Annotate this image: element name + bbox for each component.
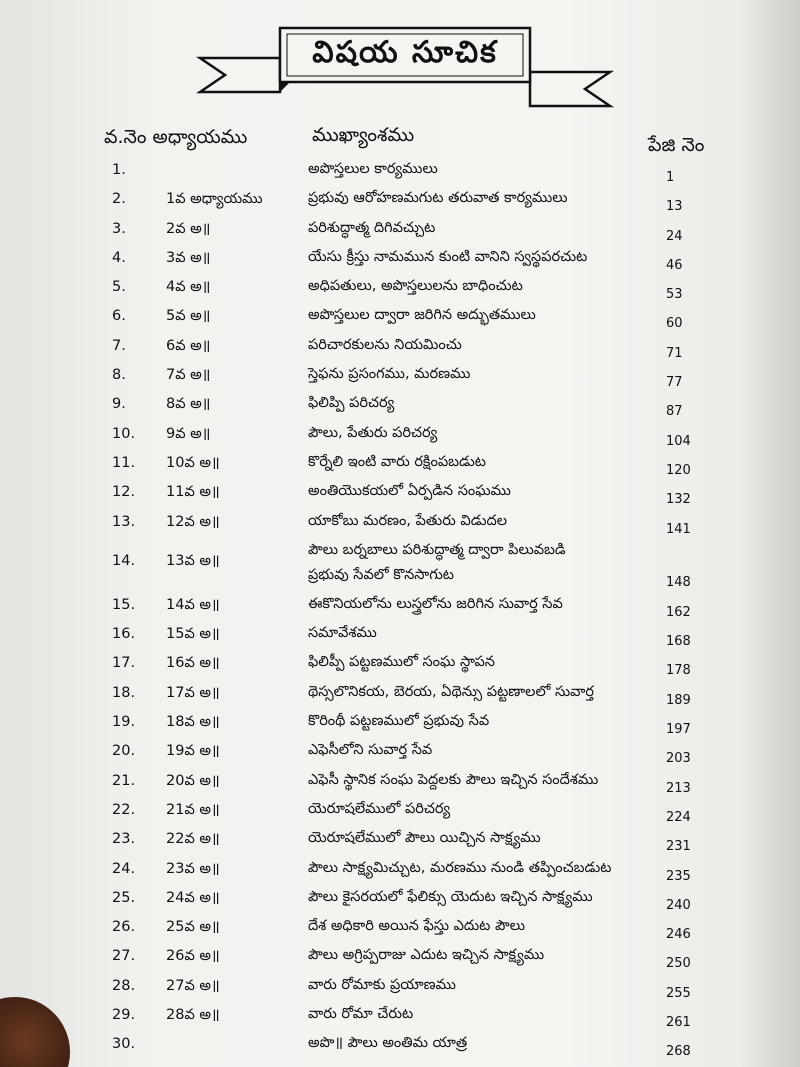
row-chapter: 16వ అ॥ [166,655,220,672]
row-chapter: 14వ అ॥ [166,596,220,613]
row-chapter: 2వ అ॥ [166,220,211,237]
row-title: పౌలు కైసరయలో ఫేలిక్సు యెదుట ఇచ్చిన సాక్ష్యము [308,888,593,905]
row-page-number: 120 [666,462,691,478]
contents-row [0,974,800,1003]
row-title: కొర్నేలి ఇంటి వారు రక్షింపబడుట [308,453,486,470]
row-number: 21. [112,772,136,789]
row-page-number: 77 [666,375,683,391]
row-page-number: 24 [666,228,683,244]
row-title: అపొస్తలుల కార్యములు [308,161,438,177]
row-page-number: 13 [666,199,683,215]
header-topic: ముఖ్యాంశము [312,124,415,146]
row-title: పౌలు అగ్రిప్పరాజు ఎదుట ఇచ్చిన సాక్ష్యము [308,947,545,964]
row-title: ఫిలిప్పీ పట్టణములో సంఘ స్థాపన [308,654,495,671]
row-number: 18. [112,684,136,701]
row-title: యెరూషలేములో పరిచర్య [308,800,451,817]
row-title: ప్రభువు ఆరోహణమగుట తరువాత కార్యములు [308,190,568,207]
contents-row [0,1032,800,1061]
contents-row [0,798,800,827]
row-page-number: 261 [666,1015,691,1031]
contents-row [0,827,800,856]
row-page-number: 132 [666,492,691,508]
row-title: ఈకొనియలోను లుస్త్రలోను జరిగిన సువార్త సేవ [308,595,563,612]
row-title: అపొస్తలుల ద్వారా జరిగిన అద్భుతములు [308,307,536,324]
contents-row [0,944,800,973]
row-title: పౌలు సాక్ష్యమిచ్చుట, మరణము నుండి తప్పించబడుట [308,859,612,876]
row-title: సమావేశము [308,625,377,642]
row-chapter: 8వ అ॥ [166,396,211,413]
row-chapter: 12వ అ॥ [166,513,220,530]
row-chapter: 1వ అధ్యాయము [166,191,263,208]
row-page-number: 60 [666,316,683,332]
row-number: 14. [112,552,136,569]
table-header [0,118,800,158]
row-page-number: 87 [666,404,683,420]
row-number: 3. [112,220,126,237]
row-number: 17. [112,655,136,672]
row-number: 28. [112,977,136,994]
row-number: 8. [112,367,126,384]
row-page-number: 213 [666,780,691,796]
contents-row [0,739,800,768]
contents-row [0,187,800,216]
row-page-number: 246 [666,927,691,943]
row-title: దేశ అధికారి అయిన ఫేస్తు ఎదుట పౌలు [308,918,526,935]
row-number: 27. [112,948,136,965]
row-chapter: 11వ అ॥ [166,484,220,501]
row-number: 15. [112,596,136,613]
row-page-number: 224 [666,809,691,825]
contents-row [0,392,800,421]
row-title: పరిచారకులను నియమించు [308,336,462,353]
title-banner [195,22,615,114]
row-title: పరిశుద్ధాత్మ దిగివచ్చుట [308,219,436,236]
contents-row [0,651,800,680]
row-number: 10. [112,425,136,442]
row-title: అంతియొకయలో ఏర్పడిన సంఘము [308,483,511,500]
row-page-number: 250 [666,956,691,972]
contents-row [0,539,800,593]
contents-row [0,915,800,944]
row-page-number: 189 [666,692,691,708]
contents-row [0,246,800,275]
row-number: 24. [112,860,136,877]
row-title: యాకోబు మరణం, పేతురు విడుదల [308,512,507,529]
row-number: 1. [112,162,126,178]
row-chapter: 21వ అ॥ [166,801,220,818]
row-number: 20. [112,743,136,760]
row-title: యేసు క్రీస్తు నామమున కుంటి వానిని స్వస్థపరచుట [308,248,588,265]
row-chapter: 13వ అ॥ [166,552,220,569]
row-title: అధిపతులు, అపొస్తలులను బాధించుట [308,278,523,295]
row-chapter: 9వ అ॥ [166,425,211,442]
contents-row [0,304,800,333]
row-number: 12. [112,484,136,501]
contents-row [0,480,800,509]
row-page-number: 104 [666,433,691,449]
contents-row [0,622,800,651]
contents-row [0,334,800,363]
contents-row [0,275,800,304]
contents-row [0,217,800,246]
row-chapter: 22వ అ॥ [166,831,220,848]
row-chapter: 4వ అ॥ [166,279,211,296]
row-page-number: 141 [666,521,691,537]
row-page-number: 168 [666,634,691,650]
contents-row [0,422,800,451]
contents-row [0,681,800,710]
contents-row [0,886,800,915]
row-chapter: 15వ అ॥ [166,626,220,643]
contents-row [0,363,800,392]
header-page: పేజి నెం [648,134,705,156]
contents-row [0,769,800,798]
contents-row [0,710,800,739]
contents-row [0,451,800,480]
row-page-number: 197 [666,722,691,738]
row-chapter: 18వ అ॥ [166,714,220,731]
row-number: 29. [112,1007,136,1024]
row-number: 2. [112,191,126,208]
row-page-number: 178 [666,663,691,679]
row-page-number: 268 [666,1044,691,1060]
row-number: 7. [112,337,126,354]
row-number: 13. [112,513,136,530]
row-number: 9. [112,396,126,413]
row-number: 5. [112,279,126,296]
banner-title: విషయ సూచిక [312,35,498,70]
row-chapter: 26వ అ॥ [166,948,220,965]
row-title: అపొ॥ పౌలు అంతిమ యాత్ర [308,1035,468,1052]
row-chapter: 6వ అ॥ [166,337,211,354]
row-number: 6. [112,308,126,325]
contents-row [0,593,800,622]
header-number-chapter: వ.నెం అధ్యాయము [104,126,248,148]
row-chapter: 28వ అ॥ [166,1007,220,1024]
row-title: వారు రోమా చేరుట [308,1006,414,1023]
row-number: 19. [112,714,136,731]
row-title: పౌలు బర్నబాలు పరిశుద్ధాత్మ ద్వారా పిలువబడి [308,541,566,558]
row-page-number: 162 [666,604,691,620]
row-number: 11. [112,454,136,471]
row-page-number: 148 [666,574,691,590]
row-page-number: 203 [666,751,691,767]
row-page-number: 46 [666,257,683,273]
row-number: 23. [112,831,136,848]
row-page-number: 1 [666,170,675,185]
row-page-number: 240 [666,897,691,913]
row-chapter: 24వ అ॥ [166,889,220,906]
row-number: 22. [112,801,136,818]
contents-row [0,857,800,886]
row-chapter: 27వ అ॥ [166,977,220,994]
row-chapter: 20వ అ॥ [166,772,220,789]
row-title: వారు రోమాకు ప్రయాణము [308,976,456,993]
row-page-number: 235 [666,868,691,884]
row-chapter: 25వ అ॥ [166,919,220,936]
row-page-number: 53 [666,287,683,303]
row-title: థెస్సలొనికయ, బెరయ, ఏథెన్సు పట్టణాలలో సువార్త [308,683,594,700]
row-title: ఎఫెసీ స్థానిక సంఘ పెద్దలకు పౌలు ఇచ్చిన సందేశము [308,771,599,788]
row-title: కొరింథీ పట్టణములో ప్రభువు సేవ [308,713,490,730]
row-chapter: 10వ అ॥ [166,454,220,471]
row-page-number: 231 [666,839,691,855]
row-title: యెరూషలేములో పౌలు యిచ్చిన సాక్ష్యము [308,830,541,847]
row-number: 26. [112,919,136,936]
contents-row [0,510,800,539]
row-page-number: 255 [666,985,691,1001]
contents-row [0,1003,800,1032]
row-number: 25. [112,889,136,906]
contents-row [0,158,800,187]
row-chapter: 5వ అ॥ [166,308,211,325]
row-chapter: 19వ అ॥ [166,743,220,760]
row-chapter: 17వ అ॥ [166,684,220,701]
row-number: 30. [112,1036,136,1053]
row-number: 4. [112,249,126,266]
row-number: 16. [112,626,136,643]
row-chapter: 7వ అ॥ [166,367,211,384]
row-chapter: 3వ అ॥ [166,249,211,266]
row-title: ఫిలిప్పి పరిచర్య [308,395,395,412]
row-chapter: 23వ అ॥ [166,860,220,877]
row-page-number: 71 [666,345,683,361]
row-title: ఎఫెసీలోని సువార్త సేవ [308,742,433,759]
row-title: స్తెఫను ప్రసంగము, మరణము [308,366,471,383]
row-title: పౌలు, పేతురు పరిచర్య [308,424,438,441]
row-title-continued: ప్రభువు సేవలో కొనసాగుట [308,566,454,583]
contents-list [0,158,800,1062]
